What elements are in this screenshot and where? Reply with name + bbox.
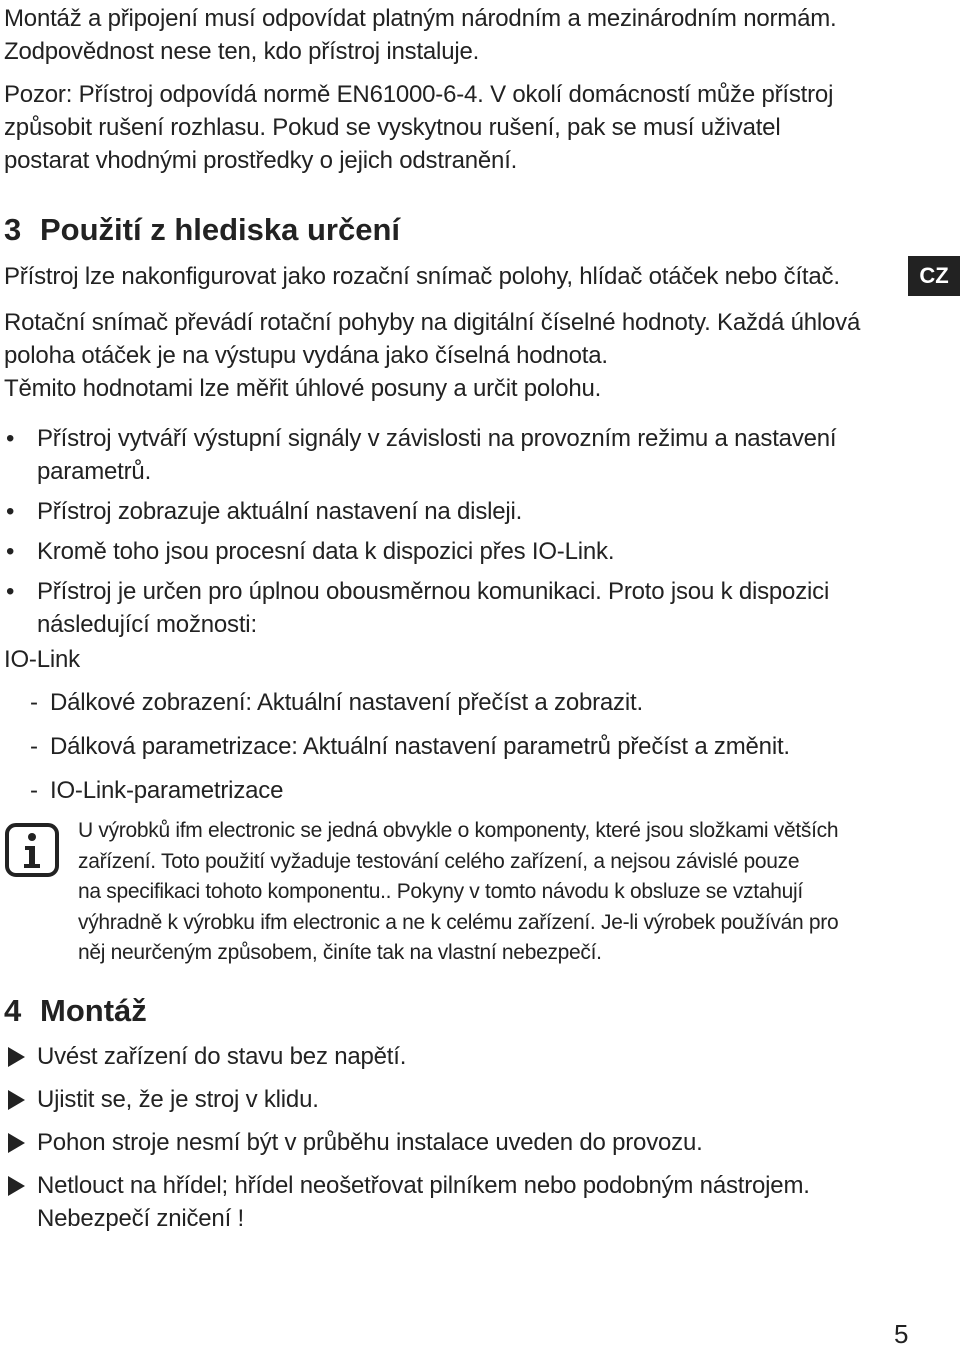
dash-glyph: - [30,689,38,716]
section-3-paragraph-usage: Přístroj lze nakonfigurovat jako rozační snímač polohy, hlídač otáček nebo čítač. [4,263,840,290]
language-tab: CZ [908,256,960,296]
bullet-glyph: • [6,538,15,565]
mounting-steps-list [4,1040,904,1245]
list-item: Uvést zařízení do stavu bez napětí. [4,1040,904,1073]
bullet-glyph: • [6,425,15,452]
section-3-number: 3 [4,212,22,247]
intro-paragraph-norms: Montáž a připojení musí odpovídat platným národním a mezinárodním normám. Zodpovědnost nese ten, kdo přístroj instaluje. [4,5,837,65]
intro-paragraph-emc-warning: Pozor: Přístroj odpovídá normě EN61000-6-4. V okolí domácností může přístroj způsobit rušení rozhlasu. Pokud se vyskytnou rušení, pak se musí uživatel postarat vhodnými prostředky o jejich odstranění. [4,81,834,174]
section-3-heading [4,212,400,248]
triangle-right-icon [8,1133,25,1153]
feature-bullet-list [4,422,904,648]
dash-glyph: - [30,777,38,804]
triangle-right-icon [8,1047,25,1067]
list-item: Ujistit se, že je stroj v klidu. [4,1083,904,1116]
section-3-title: Použití z hlediska určení [40,212,401,247]
list-item: • Přístroj je určen pro úplnou obousměrnou komunikaci. Proto jsou k dispozici následující možnosti: [4,575,904,641]
info-note: U výrobků ifm electronic se jedná obvykle o komponenty, které jsou složkami větších zařízení. Toto použití vyžaduje testování celého zařízení, a nejsou závislé pouze na specifikaci tohoto komponentu.. Pokyny v tomto návodu k obsluze se vztahují výhradně k výrobku ifm electronic a ne k celému zařízení. Je-li výrobek používán pro něj neurčeným způsobem, činíte tak na vlastní nebezpečí. [78,819,839,964]
list-item: • Přístroj vytváří výstupní signály v závislosti na provozním režimu a nastavení parametrů. [4,422,904,488]
list-item: • Přístroj zobrazuje aktuální nastavení na disleji. [4,495,904,528]
info-icon [4,822,60,878]
page-number: 5 [894,1319,909,1349]
list-item: Pohon stroje nesmí být v průběhu instalace uveden do provozu. [4,1126,904,1159]
list-item: - IO-Link-parametrizace [30,774,910,807]
section-3-paragraph-encoder: Rotační snímač převádí rotační pohyby na digitální číselné hodnoty. Každá úhlová poloha otáček je na výstupu vydána jako číselná hodnota. Těmito hodnotami lze měřit úhlové posuny a určit polohu. [4,309,861,402]
bullet-glyph: • [6,498,15,525]
section-4-number: 4 [4,993,22,1028]
list-item: Netlouct na hřídel; hřídel neošetřovat pilníkem nebo podobným nástrojem. Nebezpečí zničení ! [4,1169,904,1235]
section-4-title: Montáž [40,993,147,1028]
dash-glyph: - [30,733,38,760]
list-item: • Kromě toho jsou procesní data k dispozici přes IO-Link. [4,535,904,568]
list-item: - Dálkové zobrazení: Aktuální nastavení přečíst a zobrazit. [30,686,910,719]
triangle-right-icon [8,1176,25,1196]
io-link-label: IO-Link [4,646,80,673]
bullet-glyph: • [6,578,15,605]
section-4-heading [4,993,147,1029]
triangle-right-icon [8,1090,25,1110]
list-item: - Dálková parametrizace: Aktuální nastavení parametrů přečíst a změnit. [30,730,910,763]
